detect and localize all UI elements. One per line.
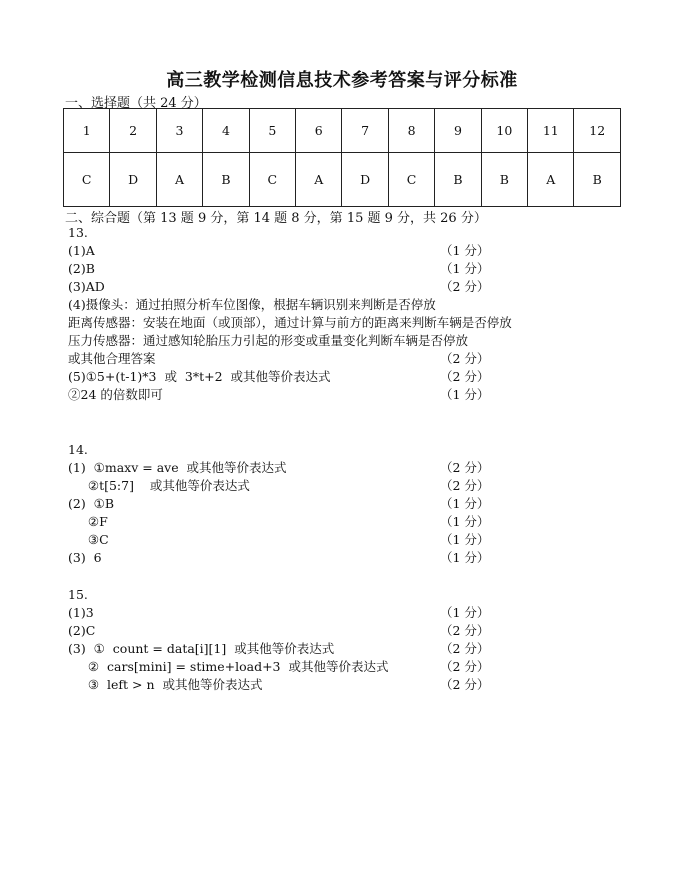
question-number: 7 <box>342 109 388 153</box>
answer-text: ②24 的倍数即可 <box>68 387 163 402</box>
answer-line <box>68 549 628 567</box>
answer-line <box>68 477 628 495</box>
answer-cell: A <box>528 153 574 207</box>
answer-line <box>68 242 628 260</box>
question-number: 9 <box>435 109 481 153</box>
page-title: 高三教学检测信息技术参考答案与评分标准 <box>166 70 518 91</box>
answer-line <box>68 459 628 477</box>
answer-text: ③C <box>68 532 109 547</box>
answer-text: (3)AD <box>68 279 105 294</box>
answer-text: 14. <box>68 442 88 457</box>
answer-cell: C <box>64 153 110 207</box>
answer-text: 或其他合理答案 <box>68 351 156 366</box>
answer-line <box>68 658 628 676</box>
score: （1 分） <box>440 243 490 258</box>
score: （1 分） <box>440 605 490 620</box>
score: （2 分） <box>440 623 490 638</box>
answer-cell: D <box>110 153 156 207</box>
answer-cell: B <box>203 153 249 207</box>
answer-line <box>68 441 628 459</box>
score: （1 分） <box>440 496 490 511</box>
answer-text: (1)3 <box>68 605 94 620</box>
answer-table <box>63 108 621 207</box>
score: （1 分） <box>440 387 490 402</box>
answer-text: (3) ① count = data[i][1] 或其他等价表达式 <box>68 641 335 656</box>
question-number: 8 <box>388 109 434 153</box>
answer-line <box>68 495 628 513</box>
answer-cell: C <box>388 153 434 207</box>
answer-text: (2)B <box>68 261 95 276</box>
question-number: 11 <box>528 109 574 153</box>
answer-line <box>68 314 628 332</box>
answer-text: ③ left > n 或其他等价表达式 <box>68 677 263 692</box>
score: （1 分） <box>440 532 490 547</box>
answer-line <box>68 260 628 278</box>
answer-line <box>68 586 628 604</box>
answer-cell: A <box>156 153 202 207</box>
answer-text: 距离传感器：安装在地面（或顶部），通过计算与前方的距离来判断车辆是否停放 <box>68 315 512 330</box>
question-number: 3 <box>156 109 202 153</box>
answer-line <box>68 278 628 296</box>
question-number: 5 <box>249 109 295 153</box>
question-number-row <box>64 109 621 153</box>
answer-cell: D <box>342 153 388 207</box>
answer-text: (1)A <box>68 243 95 258</box>
answer-line <box>68 513 628 531</box>
answer-cell: B <box>435 153 481 207</box>
answer-text: ② cars[mini] = stime+load+3 或其他等价表达式 <box>68 659 389 674</box>
answer-line <box>68 296 628 314</box>
answer-text: (4)摄像头：通过拍照分析车位图像，根据车辆识别来判断是否停放 <box>68 297 436 312</box>
answer-cell: A <box>296 153 342 207</box>
answer-cell: B <box>481 153 527 207</box>
score: （2 分） <box>440 351 490 366</box>
answer-text: (5)①5+(t-1)*3 或 3*t+2 或其他等价表达式 <box>68 369 331 384</box>
score: （2 分） <box>440 460 490 475</box>
question-number: 12 <box>574 109 621 153</box>
answer-text: (3) 6 <box>68 550 102 565</box>
answer-text: 压力传感器：通过感知轮胎压力引起的形变或重量变化判断车辆是否停放 <box>68 333 469 348</box>
question-number: 4 <box>203 109 249 153</box>
question-number: 1 <box>64 109 110 153</box>
question-number: 10 <box>481 109 527 153</box>
answer-text: (2) ①B <box>68 496 115 511</box>
answer-line <box>68 676 628 694</box>
answer-line <box>68 622 628 640</box>
score: （2 分） <box>440 279 490 294</box>
score: （2 分） <box>440 677 490 692</box>
score: （1 分） <box>440 550 490 565</box>
answer-text: 13. <box>68 225 88 240</box>
answer-row <box>64 153 621 207</box>
answer-line <box>68 332 628 350</box>
score: （2 分） <box>440 478 490 493</box>
answer-text: (1) ①maxv = ave 或其他等价表达式 <box>68 460 287 475</box>
score: （2 分） <box>440 369 490 384</box>
answer-text: ②F <box>68 514 108 529</box>
score: （2 分） <box>440 659 490 674</box>
question-number: 6 <box>296 109 342 153</box>
section2-heading: 二、综合题（第 13 题 9 分，第 14 题 8 分，第 15 题 9 分，共 26 分） <box>65 211 487 226</box>
section1-heading: 一、选择题（共 24 分） <box>65 96 207 111</box>
answer-text: ②t[5:7] 或其他等价表达式 <box>68 478 250 493</box>
answer-line <box>68 368 628 386</box>
answer-text: 15. <box>68 587 88 602</box>
answer-cell: B <box>574 153 621 207</box>
score: （1 分） <box>440 261 490 276</box>
score: （2 分） <box>440 641 490 656</box>
answer-line <box>68 386 628 404</box>
question-number: 2 <box>110 109 156 153</box>
answer-text: (2)C <box>68 623 96 638</box>
answer-line <box>68 640 628 658</box>
score: （1 分） <box>440 514 490 529</box>
answer-line <box>68 350 628 368</box>
answer-line <box>68 224 628 242</box>
answer-line <box>68 604 628 622</box>
answer-line <box>68 531 628 549</box>
answer-cell: C <box>249 153 295 207</box>
